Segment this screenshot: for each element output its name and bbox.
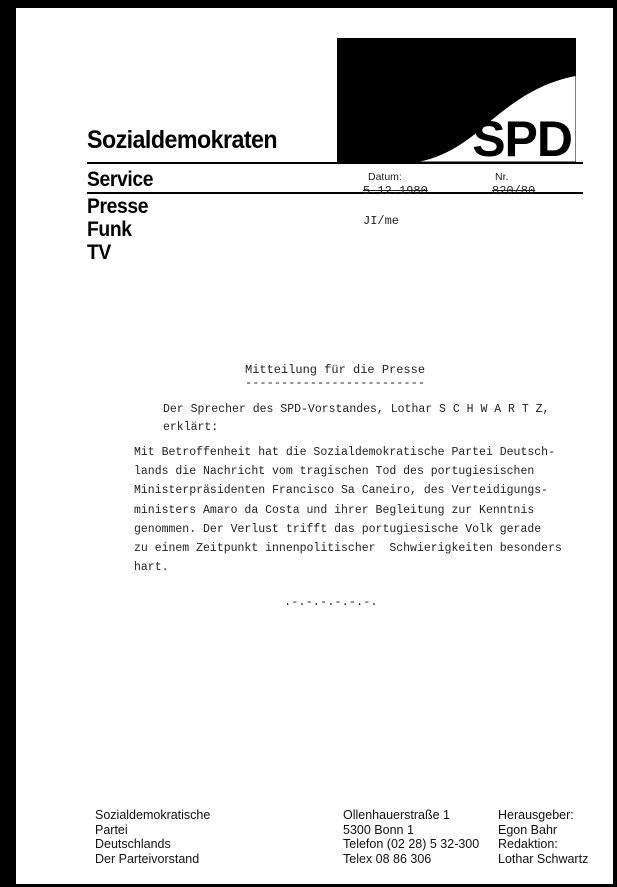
footer-address-line: 5300 Bonn 1 bbox=[343, 822, 414, 837]
footer-publisher bbox=[498, 808, 588, 866]
body-line-2: lands die Nachricht vom tragischen Tod des portugiesischen bbox=[134, 465, 535, 478]
body-line-4: ministers Amaro da Costa und ihrer Begleitung zur Kenntnis bbox=[134, 504, 535, 517]
press-release-page bbox=[16, 8, 613, 884]
body-line-7: hart. bbox=[134, 561, 169, 574]
brand-name: Sozialdemokraten bbox=[87, 126, 278, 154]
section-presse: Presse bbox=[87, 195, 149, 218]
body-line-6: zu einem Zeitpunkt innenpolitischer Schwierigkeiten besonders bbox=[134, 542, 562, 555]
end-mark: .-.-.-.-.-.-. bbox=[284, 595, 378, 609]
nr-value: 820/80 bbox=[492, 184, 536, 198]
footer-org-line: Der Parteivorstand bbox=[95, 851, 200, 866]
reference-code: JI/me bbox=[363, 214, 400, 228]
footer-publisher-line: Lothar Schwartz bbox=[498, 851, 589, 866]
section-funk: Funk bbox=[87, 218, 132, 241]
footer-org-line: Deutschlands bbox=[95, 837, 171, 851]
footer-address-line: Telex 08 86 306 bbox=[343, 851, 432, 866]
datum-value: 5.12.1980 bbox=[363, 184, 428, 198]
footer-org-line: Sozialdemokratische bbox=[95, 808, 211, 822]
footer-publisher-line: Herausgeber: bbox=[498, 808, 574, 822]
footer-org-line: Partei bbox=[95, 822, 128, 837]
footer-address-line: Ollenhauerstraße 1 bbox=[343, 808, 451, 822]
heading-underline: ------------------------- bbox=[245, 376, 426, 390]
footer-address-line: Telefon (02 28) 5 32-300 bbox=[343, 837, 480, 851]
header-rule bbox=[87, 162, 583, 164]
intro-line-1: Der Sprecher des SPD-Vorstandes, Lothar S C H W A R T Z, bbox=[163, 403, 550, 416]
intro-line-2: erklärt: bbox=[163, 421, 219, 434]
footer-publisher-line: Redaktion: bbox=[498, 837, 558, 851]
body-line-3: Ministerpräsidenten Francisco Sa Caneiro, des Verteidigungs- bbox=[134, 484, 549, 497]
footer-publisher-line: Egon Bahr bbox=[498, 822, 558, 837]
spd-logo bbox=[337, 38, 576, 162]
section-service: Service bbox=[87, 168, 154, 191]
section-tv: TV bbox=[87, 241, 111, 264]
footer-address bbox=[343, 808, 479, 866]
document-heading: Mitteilung für die Presse bbox=[245, 363, 426, 377]
logo-text: SPD bbox=[472, 111, 572, 162]
nr-label: Nr. bbox=[495, 171, 509, 183]
body-line-5: genommen. Der Verlust trifft das portugiesische Volk gerade bbox=[134, 523, 542, 536]
body-line-1: Mit Betroffenheit hat die Sozialdemokratische Partei Deutsch- bbox=[134, 446, 555, 459]
datum-label: Datum: bbox=[368, 171, 402, 183]
footer-organization bbox=[95, 808, 210, 866]
